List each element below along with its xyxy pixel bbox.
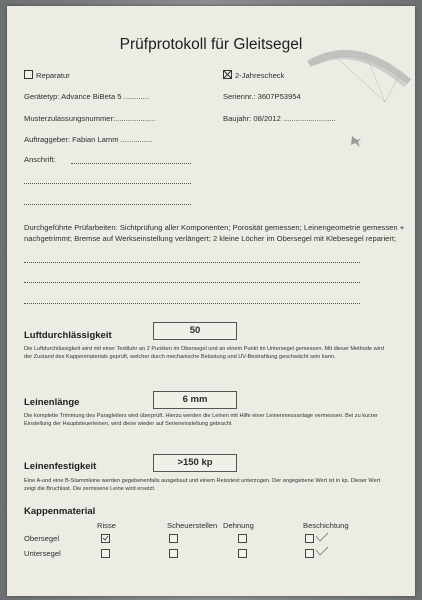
upper-coating-checkbox[interactable] bbox=[305, 534, 314, 543]
address-line-3 bbox=[24, 204, 191, 205]
client-field: Auftraggeber: Fabian Lamm ............... bbox=[24, 135, 153, 144]
lower-cracks-checkbox[interactable] bbox=[101, 549, 110, 558]
option-repair[interactable] bbox=[24, 70, 70, 80]
column-cracks: Risse bbox=[97, 521, 116, 530]
porosity-description: Die Luftdurchlässigkeit wird mit einer Textiluhr an 2 Punkten im Obersegel und an einem Punkt im Untersegel gemessen. Mit dieser Methode wird der Zustand des Kappenmaterials geprüft, welcher durch mechanische Belastung und UV-Bestrahlung geschwächt sein kann. bbox=[24, 346, 384, 361]
row-upper-sail: Obersegel bbox=[24, 534, 60, 543]
address-label: Anschrift: bbox=[24, 155, 56, 164]
handwritten-check-icon bbox=[315, 546, 329, 556]
upper-cracks-checkbox[interactable] bbox=[101, 534, 110, 543]
approval-number-field: Musterzulassungsnummer:................... bbox=[24, 114, 156, 123]
work-line-3 bbox=[24, 303, 360, 304]
option-repair-label: Reparatur bbox=[36, 71, 70, 80]
line-length-label: Leinenlänge bbox=[24, 397, 80, 408]
build-year-field: Baujahr: 08/2012 ......................... bbox=[223, 114, 336, 123]
device-type-field: Gerätetyp: Advance BiBeta 5 ............ bbox=[24, 92, 149, 101]
option-2-year-check[interactable] bbox=[223, 70, 284, 80]
page-title: Prüfprotokoll für Gleitsegel bbox=[119, 36, 303, 53]
protocol-sheet bbox=[7, 6, 415, 596]
canopy-material-heading: Kappenmaterial bbox=[24, 506, 96, 517]
work-line-1 bbox=[24, 262, 360, 263]
address-line-1 bbox=[71, 163, 191, 164]
porosity-label: Luftdurchlässigkeit bbox=[24, 330, 112, 341]
line-strength-value: >150 kp bbox=[153, 454, 237, 472]
checkbox-repair[interactable] bbox=[24, 70, 33, 79]
line-strength-label: Leinenfestigkeit bbox=[24, 461, 97, 472]
lower-coating-checkbox[interactable] bbox=[305, 549, 314, 558]
column-coating: Beschichtung bbox=[303, 521, 349, 530]
upper-abrasions-checkbox[interactable] bbox=[169, 534, 178, 543]
checkbox-2-year-check[interactable] bbox=[223, 70, 232, 79]
check-mark-icon bbox=[102, 535, 109, 542]
address-line-2 bbox=[24, 183, 191, 184]
lower-abrasions-checkbox[interactable] bbox=[169, 549, 178, 558]
option-2-year-check-label: 2-Jahrescheck bbox=[235, 71, 285, 80]
row-lower-sail: Untersegel bbox=[24, 549, 61, 558]
porosity-value: 50 bbox=[153, 322, 237, 340]
line-length-value: 6 mm bbox=[153, 391, 237, 409]
handwritten-check-icon bbox=[315, 532, 329, 542]
upper-stretching-checkbox[interactable] bbox=[238, 534, 247, 543]
column-stretching: Dehnung bbox=[223, 521, 254, 530]
pilot-icon bbox=[349, 134, 363, 148]
line-strength-description: Eine A-und eine B-Stammleine werden gegebenenfalls ausgebaut und einem Reisstest unterzogen. Der angegebene Wert ist in kp. Dieser Wert zeigt die Bruchlast. Die zerrissene Leine wird ersetzt. bbox=[24, 478, 381, 493]
check-mark-icon bbox=[223, 70, 232, 79]
work-line-2 bbox=[24, 282, 360, 283]
lower-stretching-checkbox[interactable] bbox=[238, 549, 247, 558]
work-performed-text: Durchgeführte Prüfarbeiten: Sichtprüfung aller Komponenten; Porosität gemessen; Leinengeometrie gemessen + nachgetrimmt; Bremse auf Werkseinstellung verlängert; 2 kleine Löcher im Obersegel mit Klebesegel repariert; bbox=[24, 223, 405, 243]
line-length-description: Die komplette Trimmung des Paragleiters wird überprüft. Hierzu werden die Leinen mit Hilfe einer Leinenmessanlage vermessen. Bei zu kurzer Einstellung der Hauptsteuerleinen, wird diese wieder auf Serieneinstellung gebracht bbox=[24, 413, 378, 428]
column-abrasions: Scheuerstellen bbox=[167, 521, 218, 530]
serial-number-field: Seriennr.: 3607P53954 bbox=[223, 92, 301, 101]
